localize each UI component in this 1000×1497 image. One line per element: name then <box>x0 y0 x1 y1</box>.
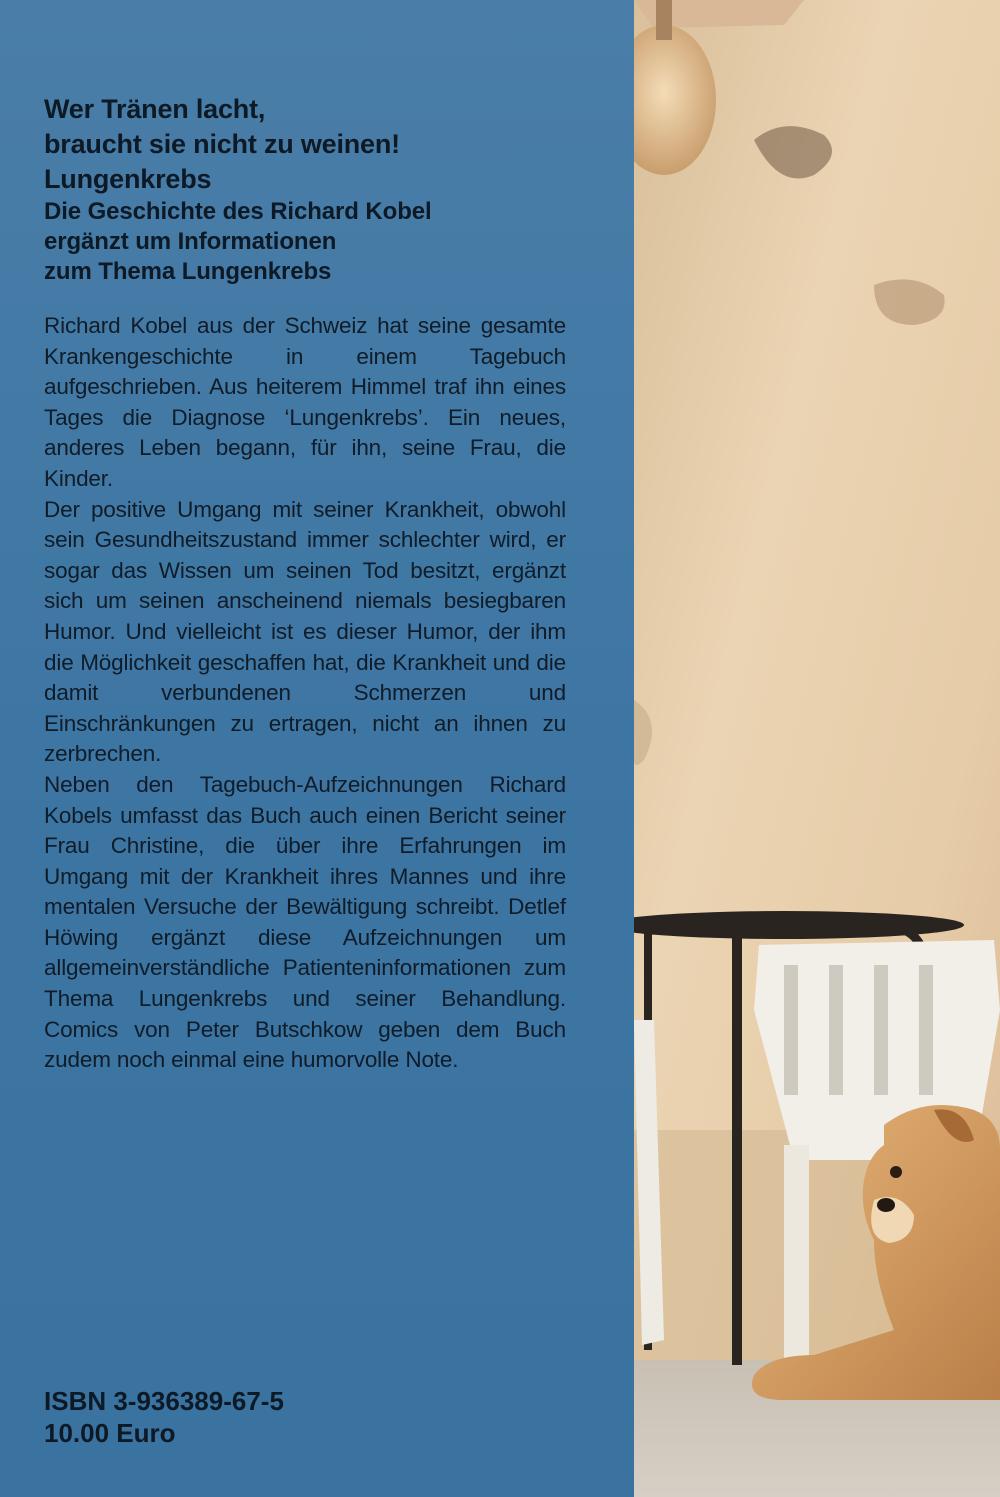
headline-line-2: braucht sie nicht zu weinen! <box>44 129 400 159</box>
blurb-paragraph-2: Der positive Umgang mit seiner Krankheit, obwohl sein Gesundheitszustand immer schlechter wird, er sogar das Wissen um seinen Tod besitzt, ergänzt sich um seinen anscheinend niemals besiegbaren Humor. Und vielleicht ist es dieser Humor, der ihm die Möglichkeit geschaffen hat, die Krankheit und die damit verbundenen Schmerzen und Einschränkungen zu ertragen, nicht an ihnen zu zerbrechen. <box>44 496 566 767</box>
photo-illustration <box>634 0 1000 1497</box>
headline-block <box>44 92 604 287</box>
price-text: 10.00 Euro <box>44 1418 176 1448</box>
cover-photo <box>634 0 1000 1497</box>
blurb-paragraph-3: Neben den Tagebuch-Aufzeichnungen Richard Kobels umfasst das Buch auch einen Bericht seiner Frau Christine, die über ihre Erfahrungen im Umgang mit der Krankheit ihres Mannes und ihre mentalen Versuche der Bewältigung schreibt. Detlef Höwing ergänzt diese Aufzeichnungen um allgemeinverständliche Patienteninformationen zum Thema Lungenkrebs und seiner Behandlung. Comics von Peter Butschkow geben dem Buch zudem noch einmal eine humorvolle Note. <box>44 771 566 1073</box>
footer-block <box>44 1385 284 1449</box>
blurb-text <box>44 311 566 1076</box>
subtitle-line-1: Die Geschichte des Richard Kobel <box>44 198 432 225</box>
isbn-text: ISBN 3-936389-67-5 <box>44 1386 284 1416</box>
subtitle-line-2: ergänzt um Informationen <box>44 228 337 255</box>
blurb-paragraph-1: Richard Kobel aus der Schweiz hat seine gesamte Krankengeschichte in einem Tagebuch aufgeschrieben. Aus heiterem Himmel traf ihn eines Tages die Diagnose ‘Lungenkrebs’. Ein neues, anderes Leben begann, für ihn, seine Frau, die Kinder. <box>44 313 566 491</box>
headline-line-1: Wer Tränen lacht, <box>44 94 266 124</box>
headline-line-3: Lungenkrebs <box>44 164 212 194</box>
subtitle-line-3: zum Thema Lungenkrebs <box>44 258 332 285</box>
